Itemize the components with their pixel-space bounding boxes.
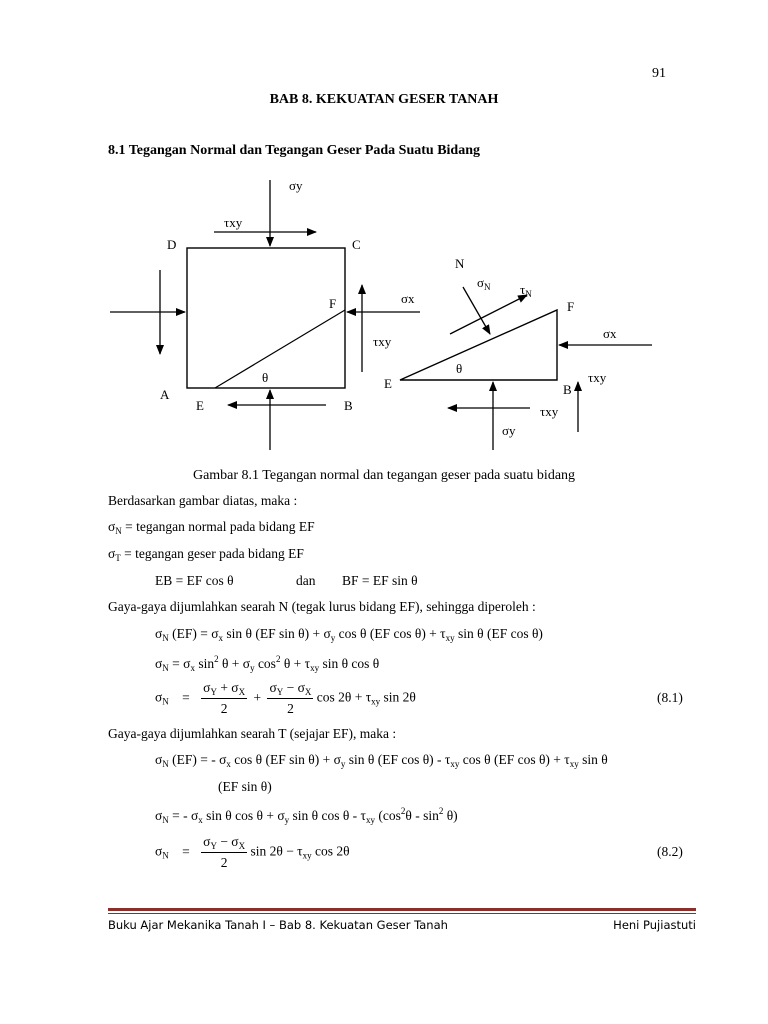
label-sigma-n-fig: $\sigma_N$ (477, 275, 491, 292)
label-E-left: E (196, 398, 204, 413)
figure-caption: Gambar 8.1 Tegangan normal dan tegangan geser pada suatu bidang (192, 468, 576, 483)
equation-t-1: $\sigma_N$ (EF) = - $\sigma_x$ cos θ (EF $\sin \theta) + \sigma_y$ sin θ (EF $\cos \theta) - \tau_{xy}$ cos θ (EF $\cos \theta) + \tau_{xy}$ sin θ (155, 752, 608, 769)
label-B-left: B (344, 398, 353, 413)
sigma-n-arrow (463, 287, 490, 334)
page-number: 91 (652, 66, 666, 81)
label-C: C (352, 237, 361, 252)
stress-figure (0, 0, 768, 470)
relation-eb: EB = EF cos θ (155, 573, 234, 588)
force-n-line: Gaya-gaya dijumlahkan searah N (tegak lurus bidang EF), sehingga diperoleh : (108, 599, 536, 614)
label-tau-xy-top: τxy (224, 215, 243, 230)
equation-8-2: $\sigma_N$ = $\frac{\sigma_Y - \sigma_X}{2}$ $\sin 2\theta - \tau_{xy}$ cos 2θ (155, 834, 350, 870)
force-t-line: Gaya-gaya dijumlahkan searah T (sejajar EF), maka : (108, 726, 397, 741)
plane-ef-left (215, 310, 345, 388)
equation-number-8-2: (8.2) (657, 844, 683, 859)
relation-bf: BF = EF sin θ (342, 573, 418, 588)
label-sigma-x-right: σx (603, 326, 617, 341)
equation-n-2: $\sigma_N = \sigma_x$ $\sin^2 \theta + \sigma_y$ $\cos^2 \theta + \tau_{xy}$ sin θ cos θ (155, 654, 380, 673)
label-F-right: F (567, 299, 575, 314)
equation-n-1: $\sigma_N$ $(EF) = \sigma_x$ sin θ (EF $\sin \theta) + \sigma_y$ cos θ (EF $\cos \theta) + \tau_{xy}$ sin θ (EF cos θ) (155, 626, 543, 643)
label-E-right: E (384, 376, 392, 391)
label-tau-xy-right-fig: τxy (588, 370, 607, 385)
label-sigma-x-left: σx (401, 291, 415, 306)
relation-and: dan (296, 573, 316, 588)
label-theta-left: θ (262, 370, 269, 385)
label-B-right: B (563, 382, 572, 397)
label-tau-n-fig: $\tau_N$ (520, 282, 532, 299)
equation-t-1-continued: (EF sin θ) (218, 779, 272, 794)
def-sigma-n: $\sigma_N$ = tegangan normal pada bidang EF (108, 519, 315, 536)
fraction-difference-2: $\frac{\sigma_Y - \sigma_X}{2}$ (203, 834, 246, 870)
footer-rule-thick (108, 908, 696, 911)
def-sigma-t: $\sigma_T$ = tegangan geser pada bidang EF (108, 546, 304, 563)
label-tau-xy-bottom-fig: τxy (540, 404, 559, 419)
label-F-left: F (329, 296, 337, 311)
label-A: A (160, 387, 170, 402)
equation-number-8-1: (8.1) (657, 690, 683, 705)
label-sigma-y-top: σy (289, 178, 303, 193)
element-square (187, 248, 345, 388)
equation-8-1: $\sigma_N$ = $\frac{\sigma_Y + \sigma_X}{2}$ + $\frac{\sigma_Y - \sigma_X}{2}$ $\cos 2\theta + \tau_{xy}$ sin 2θ (155, 680, 416, 716)
equation-t-2: $\sigma_N$ = - $\sigma_x$ sin θ $\cos \theta + \sigma_y$ sin θ cos θ - $\tau_{xy}$ $(\cos^2\theta - \sin^2 \theta)$ (155, 806, 458, 825)
fraction-sum: $\frac{\sigma_Y + \sigma_X}{2}$ (203, 680, 246, 716)
footer-author: Heni Pujiastuti (613, 918, 696, 932)
label-theta-right: θ (456, 361, 463, 376)
footer-rule-thin (108, 913, 696, 914)
label-N: N (455, 256, 465, 271)
footer-book-title: Buku Ajar Mekanika Tanah I – Bab 8. Kekuatan Geser Tanah (108, 918, 448, 932)
label-tau-xy-left-fig: τxy (373, 334, 392, 349)
fraction-difference: $\frac{\sigma_Y - \sigma_X}{2}$ (269, 680, 312, 716)
section-title: 8.1 Tegangan Normal dan Tegangan Geser Pada Suatu Bidang (108, 143, 481, 158)
label-D: D (167, 237, 177, 252)
wedge-triangle (400, 310, 557, 380)
chapter-title: BAB 8. KEKUATAN GESER TANAH (269, 92, 499, 107)
intro-line: Berdasarkan gambar diatas, maka : (108, 493, 298, 508)
label-sigma-y-right: σy (502, 423, 516, 438)
